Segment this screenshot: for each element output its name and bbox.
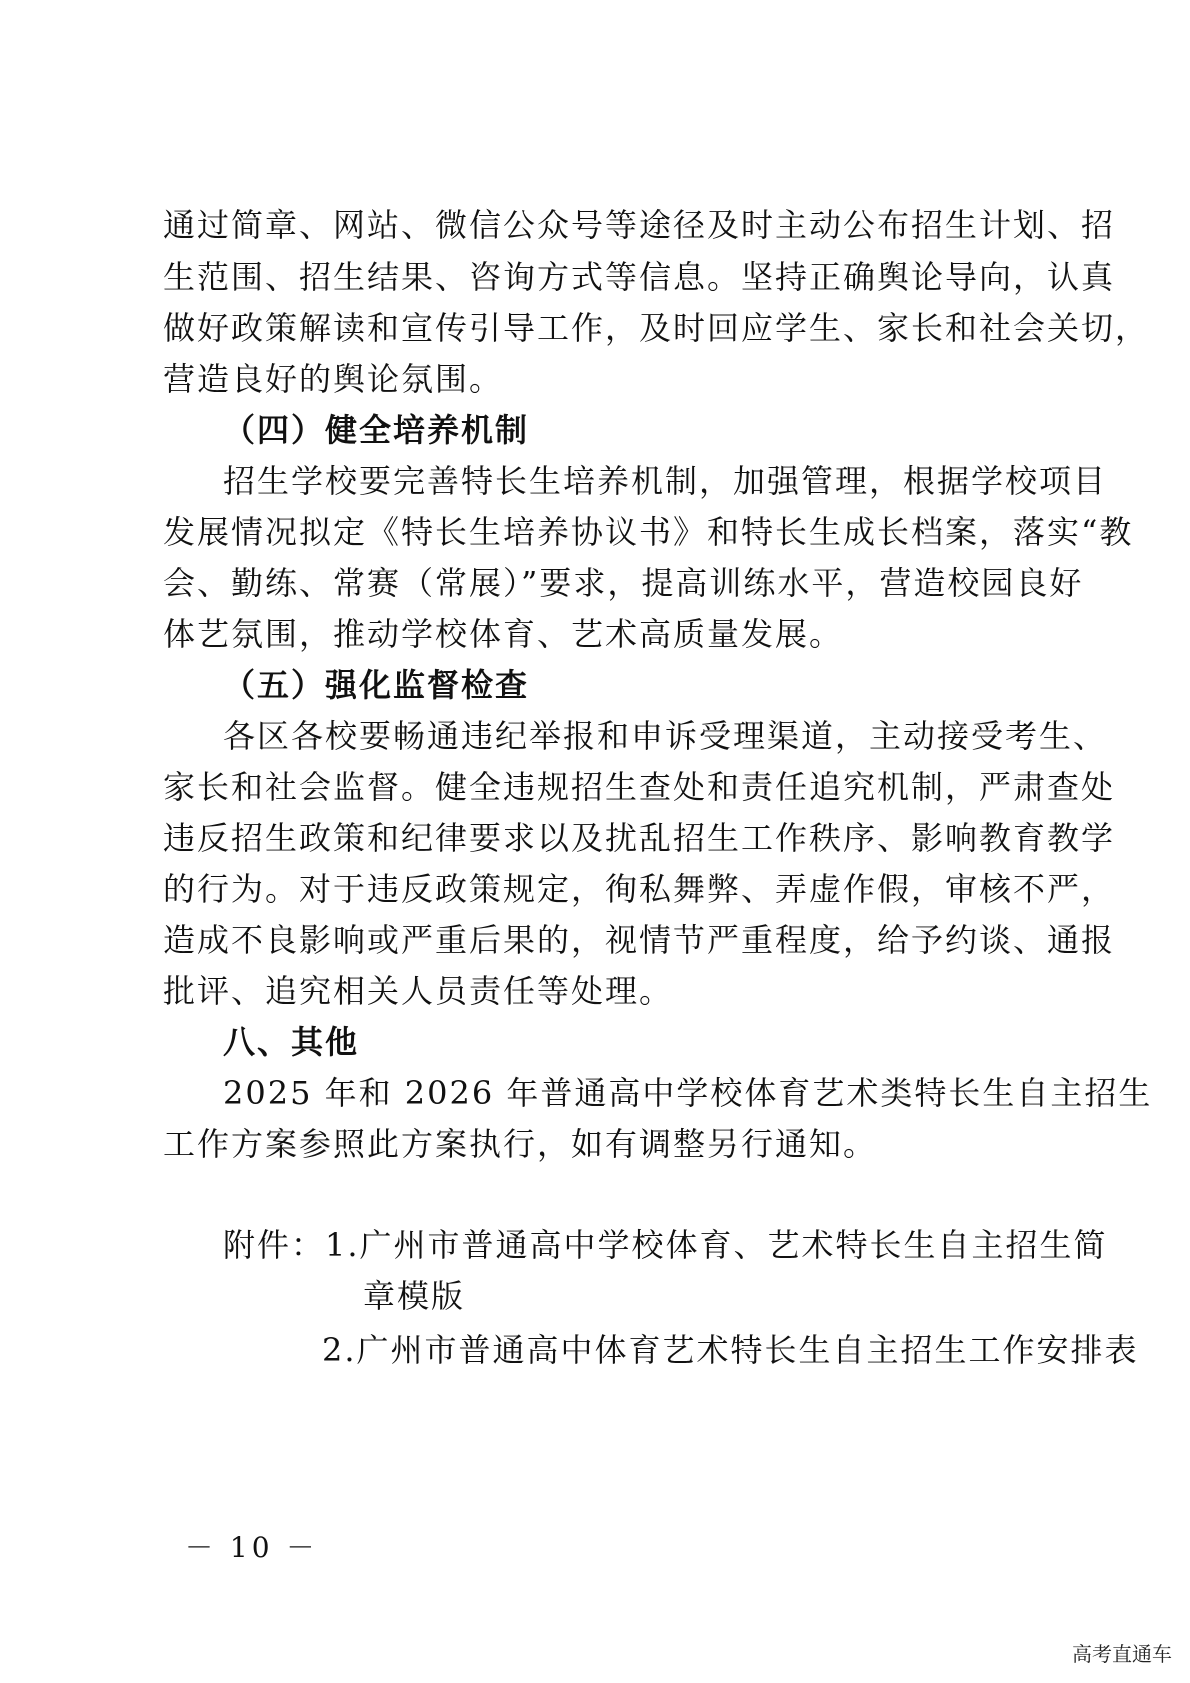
watermark-text: 高考直通车 bbox=[1072, 1642, 1172, 1666]
body-text-line: 造成不良影响或严重后果的，视情节严重程度，给予约谈、通报 bbox=[163, 921, 1116, 959]
body-text-line: 招生学校要完善特长生培养机制，加强管理，根据学校项目 bbox=[223, 462, 1108, 500]
body-text-line: 各区各校要畅通违纪举报和申诉受理渠道，主动接受考生、 bbox=[223, 717, 1108, 755]
body-text-line: 会、勤练、常赛（常展）”要求，提高训练水平，营造校园良好 bbox=[163, 564, 1084, 602]
body-text-line: 发展情况拟定《特长生培养协议书》和特长生成长档案，落实“教 bbox=[163, 513, 1134, 551]
body-text-line: 做好政策解读和宣传引导工作，及时回应学生、家长和社会关切， bbox=[163, 309, 1150, 347]
page-number: － 10 － bbox=[185, 1531, 319, 1564]
section-heading: （五）强化监督检查 bbox=[223, 666, 530, 704]
attachment-line: 章模版 bbox=[363, 1277, 466, 1315]
body-text-line: 工作方案参照此方案执行，如有调整另行通知。 bbox=[163, 1125, 878, 1163]
body-text-line: 营造良好的舆论氛围。 bbox=[163, 360, 504, 398]
attachment-line: 2.广州市普通高中体育艺术特长生自主招生工作安排表 bbox=[322, 1331, 1139, 1369]
body-text-line: 体艺氛围，推动学校体育、艺术高质量发展。 bbox=[163, 615, 844, 653]
body-text-line: 违反招生政策和纪律要求以及扰乱招生工作秩序、影响教育教学 bbox=[163, 819, 1116, 857]
body-text-line: 通过简章、网站、微信公众号等途径及时主动公布招生计划、招 bbox=[163, 206, 1116, 244]
section-heading: （四）健全培养机制 bbox=[223, 411, 530, 449]
body-text-line: 生范围、招生结果、咨询方式等信息。坚持正确舆论导向，认真 bbox=[163, 258, 1116, 296]
attachment-line: 附件：1.广州市普通高中学校体育、艺术特长生自主招生简 bbox=[223, 1226, 1108, 1264]
body-text-line: 2025 年和 2026 年普通高中学校体育艺术类特长生自主招生 bbox=[223, 1074, 1153, 1112]
body-text-line: 家长和社会监督。健全违规招生查处和责任追究机制，严肃查处 bbox=[163, 768, 1116, 806]
body-text-line: 批评、追究相关人员责任等处理。 bbox=[163, 972, 674, 1010]
body-text-line: 的行为。对于违反政策规定，徇私舞弊、弄虚作假，审核不严， bbox=[163, 870, 1116, 908]
chapter-heading: 八、其他 bbox=[223, 1023, 360, 1061]
